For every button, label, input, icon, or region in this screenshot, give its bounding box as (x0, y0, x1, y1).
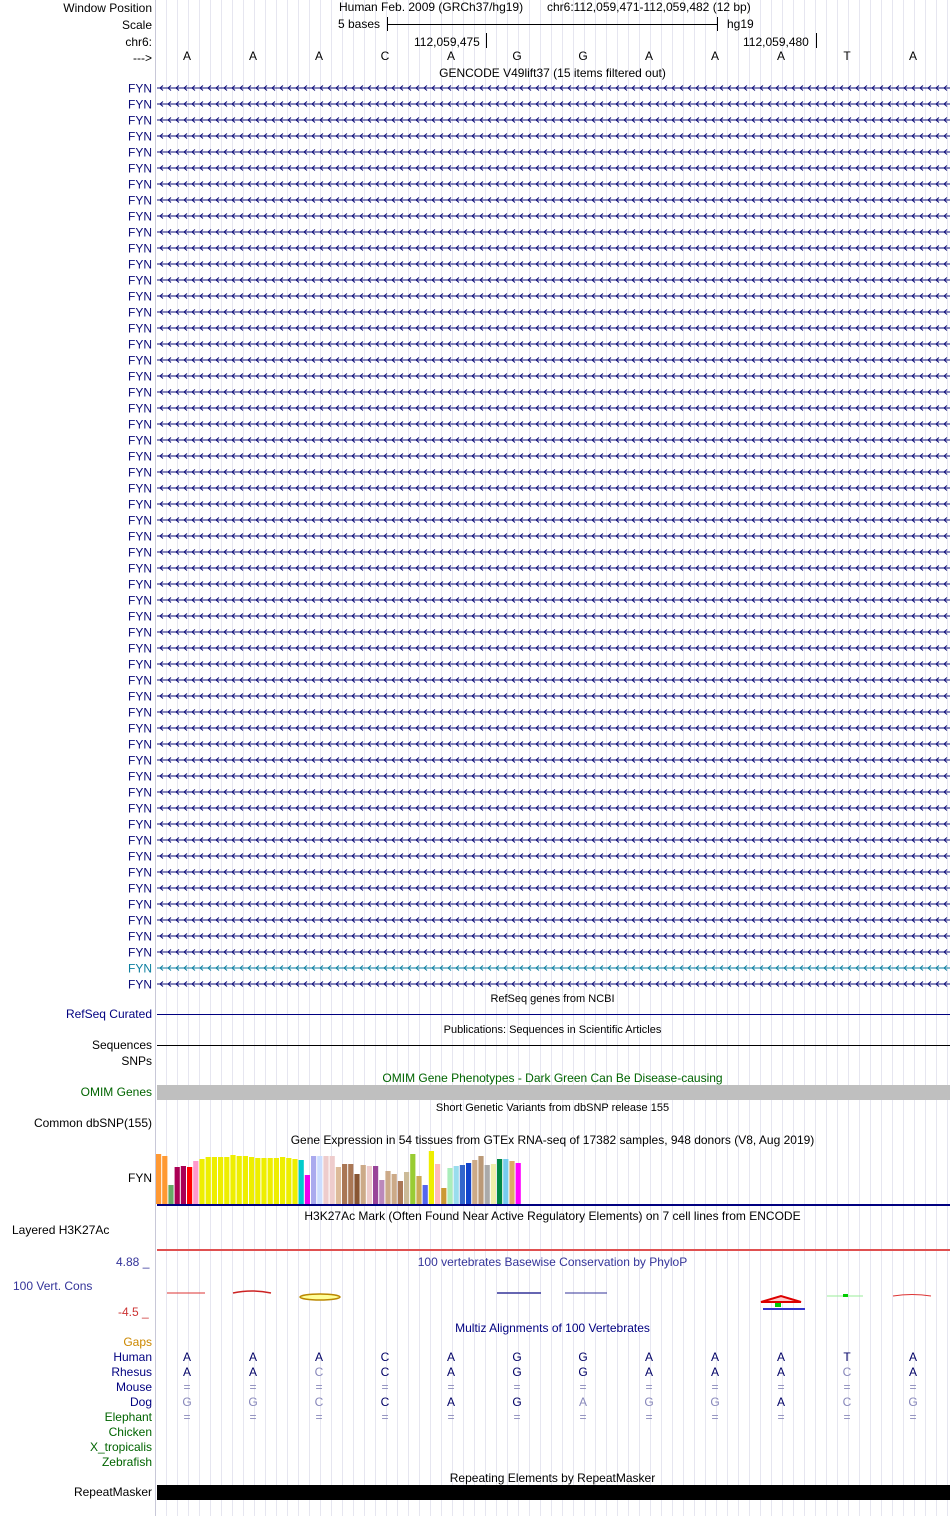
gtex-tissue-bar[interactable] (162, 1156, 167, 1204)
gencode-row-label[interactable]: FYN (128, 673, 152, 688)
omim-gene-bar[interactable] (157, 1085, 950, 1100)
gtex-tissue-bar[interactable] (168, 1185, 173, 1204)
gtex-tissue-bar[interactable] (175, 1167, 180, 1204)
coordinate-tick-1: 112,059,475 (414, 35, 480, 49)
gencode-row-label[interactable]: FYN (128, 513, 152, 528)
gtex-tissue-bar[interactable] (485, 1165, 490, 1204)
gencode-row-label[interactable]: FYN (128, 433, 152, 448)
alignment-base: A (908, 1365, 917, 1379)
species-label[interactable]: Dog (129, 1395, 152, 1409)
gtex-track-title: Gene Expression in 54 tissues from GTEx RNA-seq of 17382 samples, 948 donors (V8, Aug 2019) (290, 1133, 815, 1147)
gencode-row-label[interactable]: FYN (128, 417, 152, 432)
phylop-mark (233, 1291, 271, 1293)
gencode-row-label[interactable]: FYN (128, 209, 152, 224)
base-letter: A (776, 49, 785, 63)
gtex-tissue-bar[interactable] (497, 1159, 502, 1204)
gtex-tissue-bar[interactable] (466, 1163, 471, 1204)
publications-track-line[interactable] (157, 1045, 950, 1046)
gtex-tissue-bar[interactable] (460, 1165, 465, 1204)
alignment-base: G (710, 1395, 720, 1409)
alignment-base: G (248, 1395, 258, 1409)
alignment-base: G (908, 1395, 918, 1409)
repeatmasker-track-title: Repeating Elements by RepeatMasker (449, 1471, 656, 1485)
gtex-gene-label[interactable]: FYN (128, 1171, 152, 1185)
alignment-base: = (777, 1410, 785, 1424)
gencode-row-label[interactable]: FYN (128, 897, 152, 912)
base-letter: C (380, 49, 390, 63)
alignment-base: A (710, 1365, 719, 1379)
gtex-tissue-bar[interactable] (516, 1163, 521, 1204)
gencode-row-label[interactable]: FYN (128, 689, 152, 704)
gencode-row-label[interactable]: FYN (128, 497, 152, 512)
alignment-base: A (578, 1395, 587, 1409)
gencode-row-label[interactable]: FYN (128, 385, 152, 400)
gtex-tissue-bar[interactable] (354, 1174, 359, 1204)
db-name: hg19 (727, 17, 754, 31)
species-label[interactable]: X_tropicalis (89, 1440, 152, 1454)
alignment-base: A (446, 1350, 455, 1364)
gencode-row-label[interactable]: FYN (128, 753, 152, 768)
strand-label: ---> (133, 51, 152, 65)
gencode-row-label[interactable]: FYN (128, 833, 152, 848)
alignment-base: = (711, 1380, 719, 1394)
gencode-row-label[interactable]: FYN (128, 289, 152, 304)
phylop-plot[interactable] (155, 1280, 950, 1320)
gtex-tissue-bar[interactable] (218, 1157, 223, 1204)
alignment-base: C (842, 1395, 852, 1409)
alignment-base: = (315, 1410, 323, 1424)
species-label[interactable]: Chicken (108, 1425, 152, 1439)
gencode-row-label[interactable]: FYN (128, 865, 152, 880)
alignment-base: A (248, 1365, 257, 1379)
gtex-tissue-bar[interactable] (237, 1156, 242, 1204)
gtex-tissue-bar[interactable] (156, 1154, 161, 1204)
gtex-tissue-bar[interactable] (478, 1156, 483, 1204)
gencode-row-label[interactable]: FYN (128, 81, 152, 96)
phylop-mark (775, 1303, 781, 1307)
base-letter: A (644, 49, 653, 63)
gtex-tissue-bar[interactable] (379, 1180, 384, 1204)
species-label[interactable]: Mouse (115, 1380, 152, 1394)
gtex-tissue-bar[interactable] (416, 1176, 421, 1204)
gencode-row-label[interactable]: FYN (128, 641, 152, 656)
alignment-base: = (315, 1380, 323, 1394)
gencode-row-label[interactable]: FYN (128, 977, 152, 992)
h3k27ac-signal[interactable] (157, 1249, 950, 1251)
alignment-base: C (314, 1395, 324, 1409)
gtex-tissue-bar[interactable] (404, 1172, 409, 1204)
gtex-tissue-bar[interactable] (249, 1157, 254, 1204)
omim-genes-label[interactable]: OMIM Genes (80, 1085, 152, 1099)
alignment-base: G (578, 1350, 588, 1364)
gencode-row-label[interactable]: FYN (128, 145, 152, 160)
gtex-tissue-bar[interactable] (423, 1185, 428, 1204)
gencode-row-label[interactable]: FYN (128, 465, 152, 480)
gencode-row-label[interactable]: FYN (128, 305, 152, 320)
gencode-row-label[interactable]: FYN (128, 769, 152, 784)
repeatmasker-bar[interactable] (157, 1485, 950, 1500)
coordinate-tick-2-mark (816, 33, 817, 48)
gtex-tissue-bar[interactable] (472, 1160, 477, 1204)
gtex-tissue-bar[interactable] (268, 1158, 273, 1204)
gencode-row-label[interactable]: FYN (128, 113, 152, 128)
alignment-base: A (644, 1350, 653, 1364)
h3k27ac-label[interactable]: Layered H3K27Ac (12, 1223, 110, 1237)
gtex-tissue-bar[interactable] (292, 1159, 297, 1204)
phylop-mark (300, 1294, 340, 1300)
alignment-base: A (776, 1395, 785, 1409)
alignment-base: = (381, 1410, 389, 1424)
h3k27ac-track-title: H3K27Ac Mark (Often Found Near Active Regulatory Elements) on 7 cell lines from ENCODE (304, 1209, 801, 1223)
repeatmasker-label[interactable]: RepeatMasker (73, 1485, 152, 1499)
gencode-row-label[interactable]: FYN (128, 705, 152, 720)
gencode-row-label[interactable]: FYN (128, 945, 152, 960)
gencode-row-label[interactable]: FYN (128, 481, 152, 496)
gtex-tissue-bar[interactable] (454, 1166, 459, 1204)
phylop-max-label: 4.88 _ (116, 1255, 150, 1269)
phylop-label[interactable]: 100 Vert. Cons (13, 1279, 93, 1293)
scale-bar-left-tick (387, 17, 388, 31)
alignment-base: G (578, 1365, 588, 1379)
scale-label: Scale (121, 18, 152, 32)
gencode-row-label[interactable]: FYN (128, 801, 152, 816)
gencode-row-label[interactable]: FYN (128, 97, 152, 112)
gencode-row-label[interactable]: FYN (128, 657, 152, 672)
sequences-label[interactable]: Sequences (91, 1038, 152, 1052)
base-letter: A (248, 49, 257, 63)
gtex-tissue-bar[interactable] (385, 1171, 390, 1204)
gencode-row-label[interactable]: FYN (128, 737, 152, 752)
gencode-row-label[interactable]: FYN (128, 193, 152, 208)
alignment-base: A (776, 1350, 785, 1364)
gtex-tissue-bar[interactable] (342, 1164, 347, 1204)
gtex-tissue-bar[interactable] (230, 1155, 235, 1204)
gtex-tissue-bar[interactable] (330, 1156, 335, 1204)
gtex-tissue-bar[interactable] (410, 1154, 415, 1204)
gtex-tissue-bar[interactable] (255, 1158, 260, 1204)
alignment-base: = (843, 1410, 851, 1424)
gtex-tissue-bar[interactable] (447, 1168, 452, 1204)
alignment-base: A (182, 1365, 191, 1379)
gtex-tissue-bar[interactable] (280, 1157, 285, 1204)
gencode-row-label[interactable]: FYN (128, 241, 152, 256)
gtex-tissue-bar[interactable] (441, 1188, 446, 1204)
alignment-base: C (380, 1365, 390, 1379)
scale-bar-right-tick (717, 17, 718, 31)
dbsnp-track-title: Short Genetic Variants from dbSNP release 155 (435, 1102, 670, 1114)
alignment-base: = (909, 1410, 917, 1424)
gencode-row-label[interactable]: FYN (128, 881, 152, 896)
gencode-row-label[interactable]: FYN (128, 577, 152, 592)
alignment-base: G (512, 1350, 522, 1364)
alignment-base: G (512, 1365, 522, 1379)
gtex-tissue-bar[interactable] (429, 1151, 434, 1204)
gencode-row-label[interactable]: FYN (128, 321, 152, 336)
scale-bar (388, 24, 717, 25)
gencode-row-label[interactable]: FYN (128, 929, 152, 944)
scale-text: 5 bases (338, 17, 381, 31)
gencode-row-label[interactable]: FYN (128, 161, 152, 176)
refseq-curated-label[interactable]: RefSeq Curated (65, 1007, 152, 1021)
gencode-row-label[interactable]: FYN (128, 449, 152, 464)
chrom-label: chr6: (125, 35, 152, 49)
alignment-base: = (513, 1380, 521, 1394)
base-letter: G (512, 49, 522, 63)
gencode-row-label[interactable]: FYN (128, 817, 152, 832)
gencode-row-label[interactable]: FYN (128, 785, 152, 800)
alignment-base: = (645, 1380, 653, 1394)
gencode-row-label[interactable]: FYN (128, 593, 152, 608)
species-label[interactable]: Human (113, 1350, 152, 1364)
gtex-tissue-bar[interactable] (187, 1167, 192, 1204)
species-label[interactable]: Elephant (104, 1410, 152, 1424)
alignment-base: = (249, 1380, 257, 1394)
gtex-tissue-bar[interactable] (317, 1156, 322, 1204)
gencode-row-label[interactable]: FYN (128, 225, 152, 240)
alignment-base: = (249, 1410, 257, 1424)
gtex-tissue-bar[interactable] (435, 1164, 440, 1204)
gtex-tissue-bar[interactable] (243, 1156, 248, 1204)
gencode-row-label[interactable]: FYN (128, 177, 152, 192)
alignment-base: A (182, 1350, 191, 1364)
alignment-base: A (776, 1365, 785, 1379)
gtex-tissue-bar[interactable] (274, 1158, 279, 1204)
gencode-row-label[interactable]: FYN (128, 609, 152, 624)
base-letter: A (908, 49, 917, 63)
gencode-row-label[interactable]: FYN (128, 625, 152, 640)
phylop-track-title: 100 vertebrates Basewise Conservation by PhyloP (417, 1255, 688, 1269)
refseq-track-title: RefSeq genes from NCBI (490, 993, 615, 1005)
alignment-base: A (446, 1365, 455, 1379)
gencode-row-label[interactable]: FYN (128, 353, 152, 368)
alignment-base: A (314, 1350, 323, 1364)
species-label[interactable]: Rhesus (111, 1365, 152, 1379)
alignment-base: = (645, 1410, 653, 1424)
gencode-row-label[interactable]: FYN (128, 545, 152, 560)
gtex-tissue-bar[interactable] (299, 1160, 304, 1204)
alignment-base: A (248, 1350, 257, 1364)
coordinate-tick-2: 112,059,480 (743, 35, 809, 49)
base-letter: A (710, 49, 719, 63)
alignment-base: = (909, 1380, 917, 1394)
alignment-base: = (447, 1410, 455, 1424)
alignment-base: G (512, 1395, 522, 1409)
gencode-row-label[interactable]: FYN (128, 257, 152, 272)
alignment-base: A (446, 1395, 455, 1409)
gtex-baseline (157, 1204, 950, 1206)
phylop-min-label: -4.5 _ (118, 1305, 149, 1319)
alignment-base: G (644, 1395, 654, 1409)
alignment-base: C (314, 1365, 324, 1379)
alignment-base: = (381, 1380, 389, 1394)
alignment-base: C (842, 1365, 852, 1379)
gencode-row-label[interactable]: FYN (128, 129, 152, 144)
gencode-row-label[interactable]: FYN (128, 401, 152, 416)
base-letter: A (446, 49, 455, 63)
common-dbsnp-label[interactable]: Common dbSNP(155) (33, 1116, 152, 1130)
alignment-base: = (843, 1380, 851, 1394)
gencode-row-label[interactable]: FYN (128, 369, 152, 384)
gtex-tissue-bar[interactable] (336, 1167, 341, 1204)
gtex-tissue-bar[interactable] (206, 1157, 211, 1204)
base-letter: A (314, 49, 323, 63)
gtex-tissue-bar[interactable] (392, 1174, 397, 1204)
gtex-tissue-bar[interactable] (224, 1157, 229, 1204)
assembly-name: Human Feb. 2009 (GRCh37/hg19) (339, 0, 524, 14)
gtex-tissue-bar[interactable] (367, 1166, 372, 1204)
alignment-base: T (843, 1350, 851, 1364)
gencode-row-label[interactable]: FYN (128, 273, 152, 288)
gtex-tissue-bar[interactable] (181, 1166, 186, 1204)
gtex-tissue-bar[interactable] (212, 1157, 217, 1204)
gencode-track-title: GENCODE V49lift37 (15 items filtered out) (439, 66, 666, 80)
base-letter: T (843, 49, 851, 63)
gtex-tissue-bar[interactable] (373, 1166, 378, 1204)
gencode-row-label[interactable]: FYN (128, 721, 152, 736)
alignment-base: G (182, 1395, 192, 1409)
gencode-track (0, 80, 950, 992)
alignment-base: A (908, 1350, 917, 1364)
phylop-mark (843, 1294, 848, 1297)
gtex-tissue-bar[interactable] (199, 1159, 204, 1204)
alignment-base: A (710, 1350, 719, 1364)
alignment-base: = (183, 1380, 191, 1394)
gencode-row-label[interactable]: FYN (128, 337, 152, 352)
phylop-mark (893, 1295, 931, 1297)
alignment-base: = (447, 1380, 455, 1394)
gtex-tissue-bar[interactable] (311, 1156, 316, 1204)
alignment-base: = (777, 1380, 785, 1394)
phylop-mark (761, 1296, 801, 1302)
position-range: chr6:112,059,471-112,059,482 (12 bp) (547, 0, 751, 14)
gtex-tissue-bar[interactable] (305, 1175, 310, 1204)
snps-label[interactable]: SNPs (121, 1054, 152, 1068)
gaps-label: Gaps (123, 1335, 152, 1349)
omim-track-title: OMIM Gene Phenotypes - Dark Green Can Be Disease-causing (382, 1071, 723, 1085)
gtex-tissue-bar[interactable] (323, 1156, 328, 1204)
gtex-tissue-bar[interactable] (361, 1165, 366, 1204)
gtex-tissue-bar[interactable] (193, 1161, 198, 1204)
gtex-tissue-bar[interactable] (348, 1164, 353, 1204)
multiz-track-title: Multiz Alignments of 100 Vertebrates (455, 1321, 650, 1335)
refseq-track-line[interactable] (157, 1014, 950, 1015)
gencode-row-label[interactable]: FYN (128, 913, 152, 928)
gtex-tissue-bar[interactable] (503, 1159, 508, 1204)
alignment-base: A (644, 1365, 653, 1379)
alignment-base: = (513, 1410, 521, 1424)
gtex-tissue-bar[interactable] (398, 1181, 403, 1204)
gtex-tissue-bar[interactable] (261, 1158, 266, 1204)
window-position-label: Window Position (63, 1, 152, 15)
species-label[interactable]: Zebrafish (101, 1455, 152, 1469)
alignment-base: = (579, 1410, 587, 1424)
coordinate-tick-1-mark (486, 33, 487, 48)
base-letter: A (182, 49, 191, 63)
gencode-row-label[interactable]: FYN (128, 849, 152, 864)
base-letter: G (578, 49, 588, 63)
gencode-row-label[interactable]: FYN (128, 961, 152, 976)
alignment-base: C (380, 1350, 390, 1364)
gtex-bar-chart[interactable] (155, 1146, 555, 1204)
gencode-row-label[interactable]: FYN (128, 529, 152, 544)
gtex-tissue-bar[interactable] (286, 1158, 291, 1204)
gencode-row-label[interactable]: FYN (128, 561, 152, 576)
alignment-base: = (579, 1380, 587, 1394)
gtex-tissue-bar[interactable] (491, 1164, 496, 1204)
alignment-base: = (183, 1410, 191, 1424)
publications-track-title: Publications: Sequences in Scientific Articles (443, 1024, 662, 1036)
gtex-tissue-bar[interactable] (509, 1161, 514, 1204)
alignment-base: C (380, 1395, 390, 1409)
alignment-base: = (711, 1410, 719, 1424)
